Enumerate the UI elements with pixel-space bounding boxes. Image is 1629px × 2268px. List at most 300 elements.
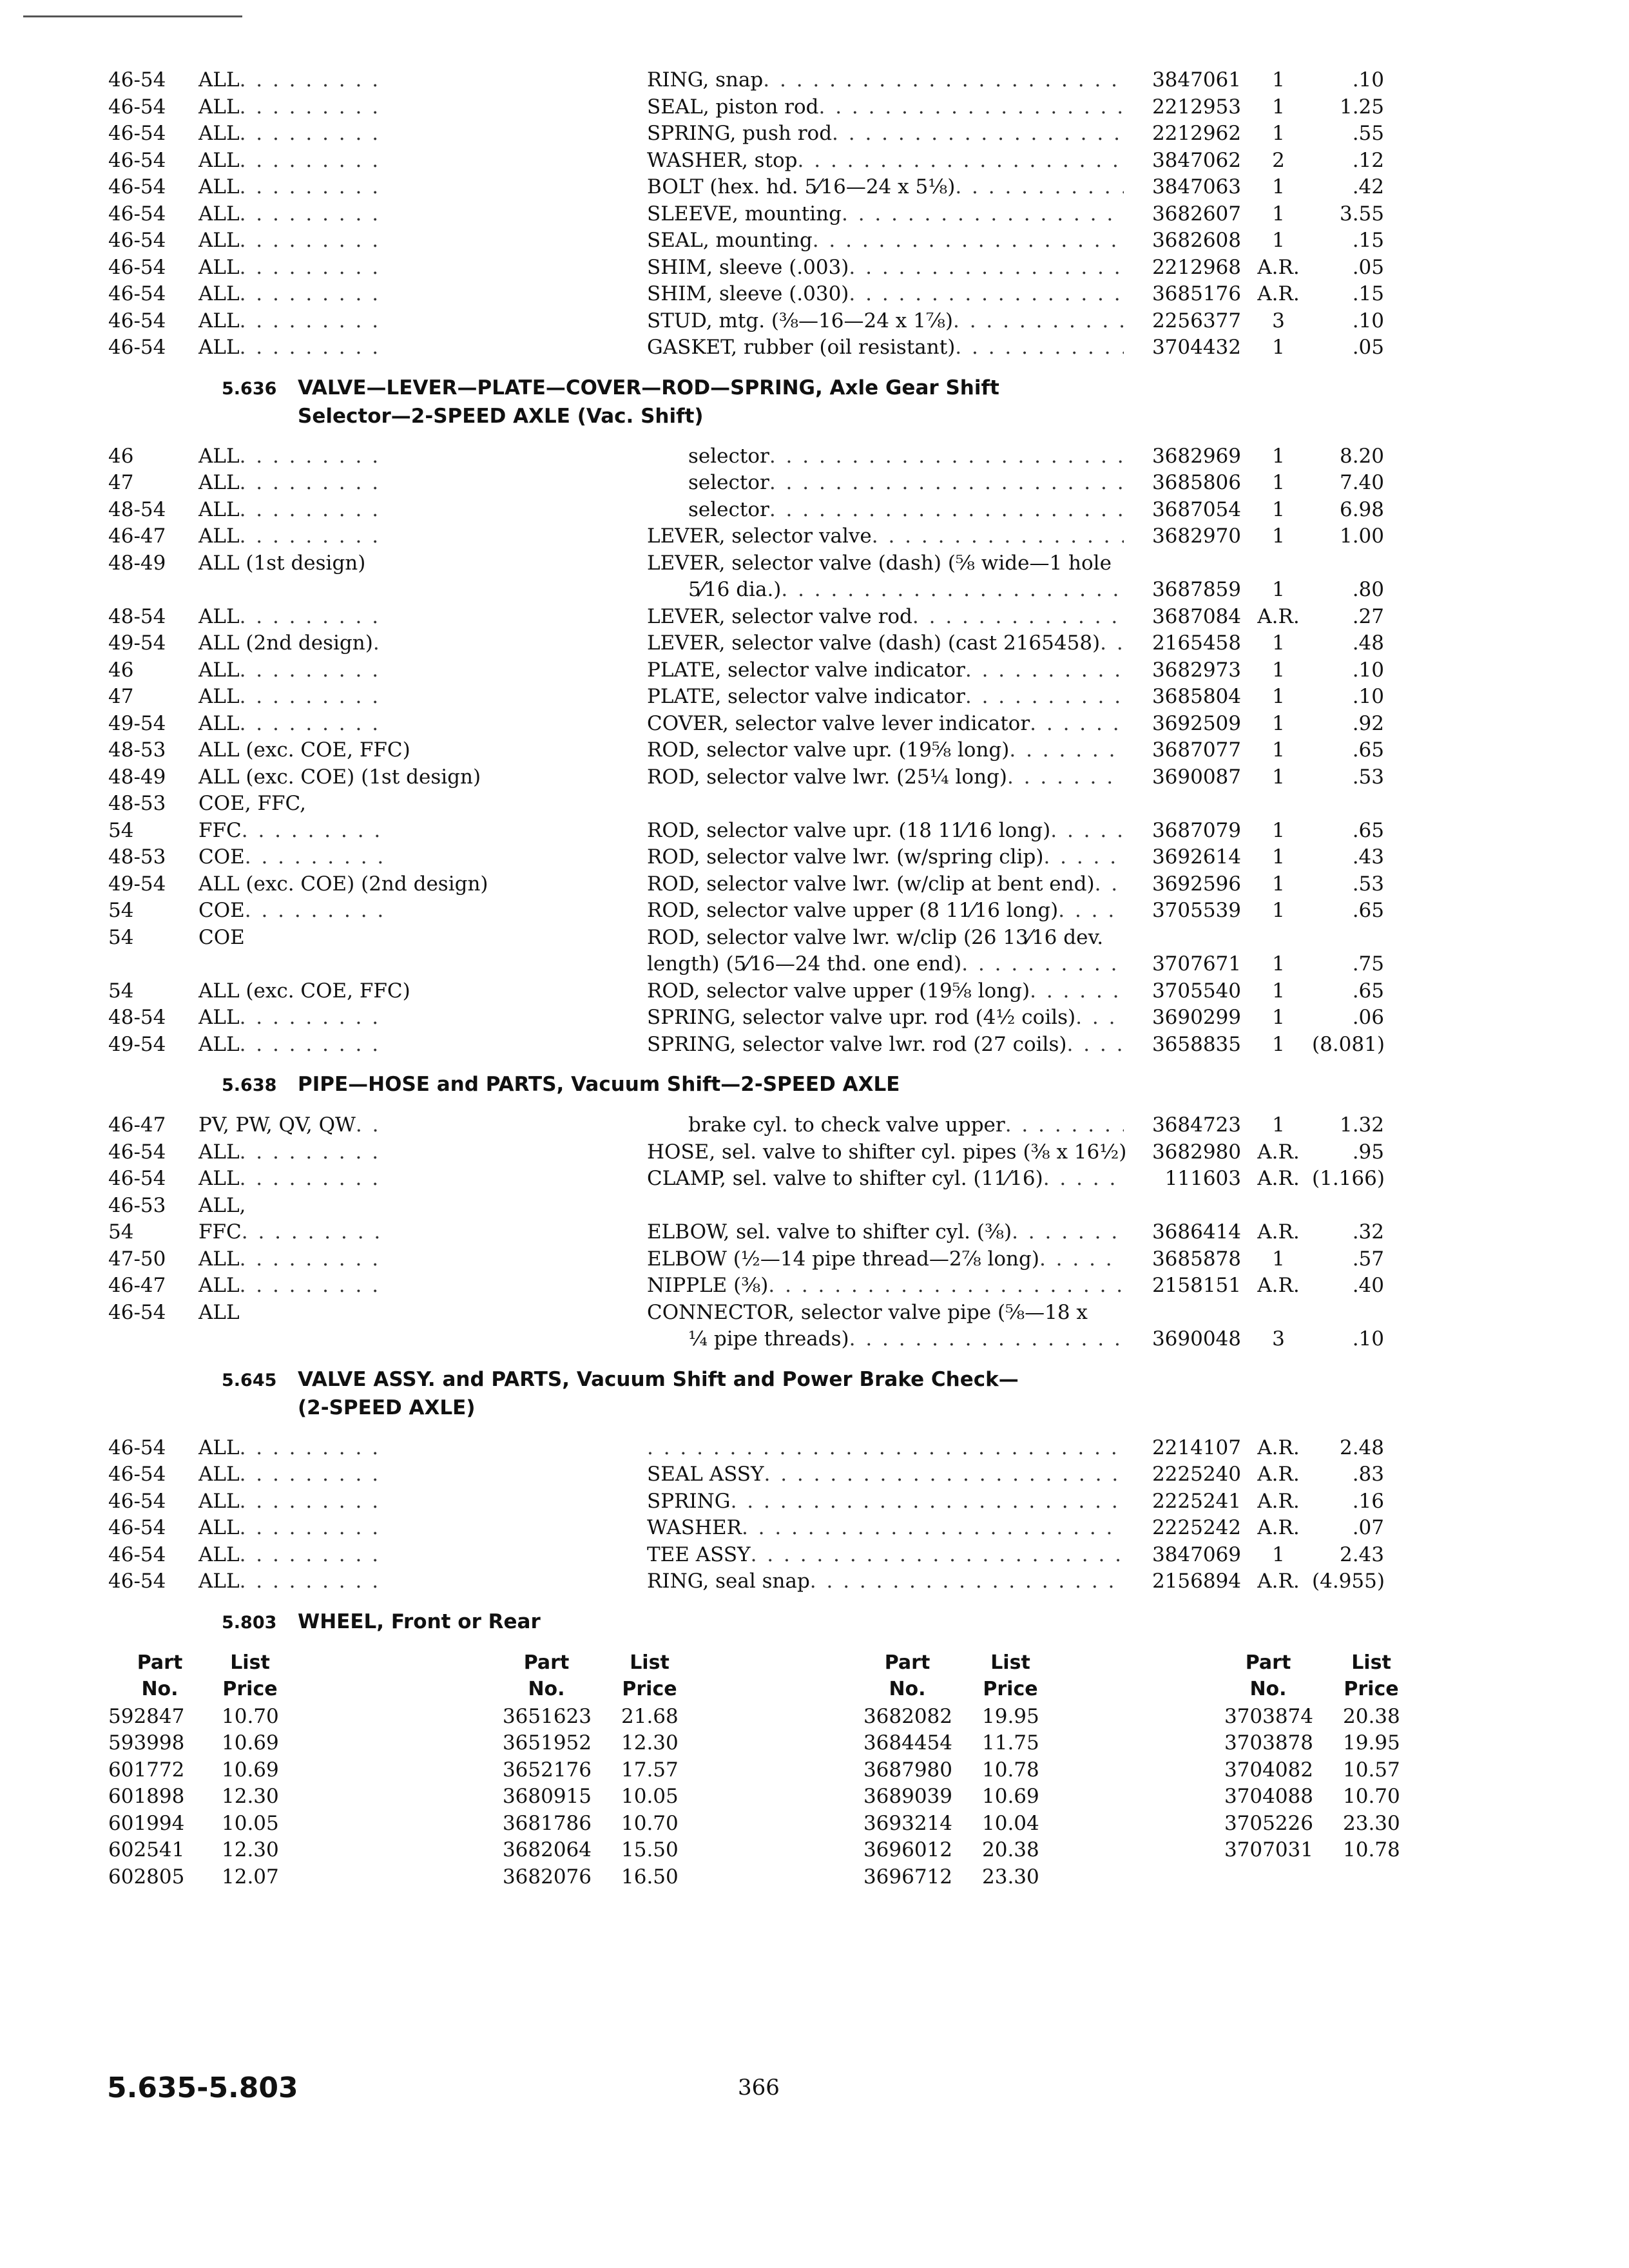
wheel-list-price: 12.30 — [621, 1731, 679, 1754]
year-range: 46 — [108, 444, 134, 468]
dot-leader — [849, 281, 1124, 308]
wheel-row — [108, 1783, 392, 1811]
quantity: 3 — [1272, 1327, 1285, 1350]
description-cell — [647, 711, 1124, 738]
model-cell-text: ALL — [198, 309, 240, 332]
dot-leader — [240, 1004, 389, 1032]
wheel-row — [108, 1730, 392, 1757]
list-price: .75 — [1352, 952, 1384, 975]
description-cell — [647, 818, 1124, 845]
wheel-list-price: 10.78 — [1343, 1838, 1400, 1861]
dot-leader — [240, 1032, 389, 1059]
description-cell — [647, 174, 1124, 201]
model-cell — [198, 1461, 389, 1488]
description-cell — [647, 1515, 1124, 1542]
dot-leader — [240, 1166, 389, 1193]
dot-leader — [240, 497, 389, 524]
dot-leader — [764, 1461, 1124, 1488]
list-price: .10 — [1352, 658, 1384, 682]
list-price: 1.00 — [1339, 524, 1384, 548]
description-cell-text: SEAL ASSY — [647, 1463, 764, 1486]
part-number: 3690048 — [1152, 1327, 1241, 1350]
price-header-line1: List — [990, 1651, 1030, 1674]
list-price: 3.55 — [1339, 202, 1384, 226]
year-range: 46-54 — [108, 1167, 166, 1190]
model-cell-text: ALL — [198, 471, 240, 494]
part-row — [108, 604, 1384, 631]
year-range: 46-54 — [108, 1300, 166, 1324]
quantity: 1 — [1272, 738, 1285, 762]
model-cell-text: ALL — [198, 229, 240, 252]
wheel-row — [469, 1730, 753, 1757]
dot-leader — [810, 1568, 1124, 1595]
wheel-row — [469, 1864, 753, 1891]
list-price: (4.955) — [1312, 1570, 1385, 1593]
quantity: 1 — [1272, 979, 1285, 1003]
description-cell-text: ROD, selector valve lwr. (w/clip at bent end) — [647, 872, 1095, 896]
dot-leader — [742, 1515, 1124, 1542]
quantity: 1 — [1272, 524, 1285, 548]
part-row — [108, 630, 1384, 657]
dot-leader — [240, 308, 389, 335]
description-cell-text: STUD, mtg. (⅜—16—24 x 1⅞) — [647, 309, 953, 332]
dot-leader — [872, 523, 1124, 550]
dot-leader — [240, 684, 389, 711]
model-cell — [198, 1488, 389, 1515]
part-row — [108, 657, 1384, 684]
part-row — [108, 1568, 1384, 1595]
part-number: 3684723 — [1152, 1113, 1241, 1137]
dot-leader — [731, 1488, 1124, 1515]
list-price: .10 — [1352, 68, 1384, 91]
dot-leader — [240, 1488, 389, 1515]
quantity: 1 — [1272, 122, 1285, 145]
model-cell-text: ALL — [198, 282, 240, 305]
wheel-part-number: 3687980 — [863, 1758, 952, 1782]
wheel-list-price: 11.75 — [982, 1731, 1039, 1754]
wheel-column — [830, 1649, 1113, 1891]
wheel-list-price: 10.69 — [982, 1785, 1039, 1808]
description-cell — [647, 201, 1124, 228]
model-cell — [198, 497, 389, 524]
year-range: 46-47 — [108, 1274, 166, 1297]
description-cell-text: SHIM, sleeve (.030) — [647, 282, 849, 305]
part-row — [108, 334, 1384, 361]
model-cell-text: ALL — [198, 122, 240, 145]
model-cell-text: ALL — [198, 1463, 240, 1486]
model-cell — [198, 281, 389, 308]
description-cell-text: ELBOW (½—14 pipe thread—2⅞ long) — [647, 1247, 1039, 1271]
model-cell — [198, 657, 389, 684]
wheel-column-header — [108, 1649, 392, 1704]
description-cell — [647, 120, 1124, 148]
part-row — [108, 255, 1384, 282]
quantity: 1 — [1272, 952, 1285, 975]
part-number: 3687054 — [1152, 497, 1241, 521]
part-header-line2: No. — [141, 1677, 178, 1700]
list-price: 6.98 — [1339, 497, 1384, 521]
model-cell-text: ALL — [198, 1436, 240, 1459]
description-cell — [647, 94, 1124, 121]
dot-leader — [1050, 818, 1124, 845]
list-price: .05 — [1352, 336, 1384, 359]
part-no-header — [495, 1649, 598, 1702]
model-cell — [198, 67, 389, 94]
parts-list-page — [108, 67, 1400, 1888]
part-number: 3692614 — [1152, 845, 1241, 869]
model-cell — [198, 308, 389, 335]
wheel-row — [108, 1704, 392, 1731]
dot-leader — [242, 1219, 389, 1246]
wheel-row — [108, 1757, 392, 1784]
model-cell — [198, 1273, 389, 1300]
section-heading-5-636 — [108, 374, 1384, 430]
wheel-part-number: 3680915 — [502, 1785, 592, 1808]
model-cell-text: ALL — [198, 658, 240, 682]
price-header-line1: List — [230, 1651, 270, 1674]
model-cell-text: ALL (exc. COE, FFC) — [198, 738, 410, 762]
model-cell-text: ALL — [198, 175, 240, 198]
wheel-part-number: 602805 — [108, 1865, 185, 1888]
part-number: 3682980 — [1152, 1140, 1241, 1164]
quantity: 1 — [1272, 765, 1285, 789]
wheel-column — [469, 1649, 753, 1891]
part-number: 111603 — [1164, 1167, 1241, 1190]
wheel-row — [830, 1704, 1113, 1731]
year-range: 46-54 — [108, 309, 166, 332]
quantity: 1 — [1272, 175, 1285, 198]
quantity: 1 — [1272, 336, 1285, 359]
year-range: 46-54 — [108, 1436, 166, 1459]
part-number: 2225242 — [1152, 1516, 1241, 1539]
wheel-row — [108, 1864, 392, 1891]
description-cell-text: 5⁄16 dia.) — [688, 578, 782, 601]
model-cell — [198, 1568, 389, 1595]
wheel-list-price: 16.50 — [621, 1865, 679, 1888]
list-price: .40 — [1352, 1274, 1384, 1297]
quantity: 1 — [1272, 685, 1285, 708]
model-cell-text: ALL — [198, 1300, 240, 1324]
model-cell — [198, 791, 389, 818]
model-cell-text: ALL — [198, 711, 240, 735]
list-price-header — [211, 1649, 289, 1702]
list-price: .10 — [1352, 1327, 1384, 1350]
description-cell — [647, 577, 1124, 604]
wheel-part-number: 3693214 — [863, 1811, 952, 1835]
year-range: 46-54 — [108, 1516, 166, 1539]
year-range: 46-54 — [108, 122, 166, 145]
description-cell — [647, 281, 1124, 308]
model-cell — [198, 1112, 389, 1139]
wheel-list-price: 12.30 — [222, 1785, 279, 1808]
dot-leader — [953, 308, 1124, 335]
part-number: 3685176 — [1152, 282, 1241, 305]
dot-leader — [818, 94, 1124, 121]
list-price: 2.43 — [1339, 1542, 1384, 1566]
list-price: .10 — [1352, 685, 1384, 708]
model-cell — [198, 1515, 389, 1542]
description-cell — [647, 1273, 1124, 1300]
description-cell — [647, 1568, 1124, 1595]
model-cell — [198, 174, 389, 201]
wheel-part-number: 3703878 — [1224, 1731, 1313, 1754]
dot-leader — [1075, 1004, 1124, 1032]
wheel-row — [830, 1757, 1113, 1784]
description-cell — [647, 523, 1124, 550]
part-row — [108, 281, 1384, 308]
wheel-row — [1191, 1730, 1474, 1757]
model-cell-text: FFC — [198, 1220, 242, 1244]
model-cell — [198, 148, 389, 175]
dot-leader — [240, 120, 389, 148]
model-cell-text: ALL — [198, 1140, 240, 1164]
model-cell-text: PV, PW, QV, QW — [198, 1113, 356, 1137]
part-row — [108, 1542, 1384, 1569]
wheel-list-price: 19.95 — [982, 1704, 1039, 1728]
year-range: 46-54 — [108, 1542, 166, 1566]
wheel-row — [469, 1837, 753, 1864]
year-range: 46-54 — [108, 1489, 166, 1513]
wheel-part-number: 3682082 — [863, 1704, 952, 1728]
description-cell — [647, 604, 1124, 631]
part-number: 3847062 — [1152, 148, 1241, 172]
model-cell — [198, 1139, 389, 1166]
part-number: 3685878 — [1152, 1247, 1241, 1271]
description-cell — [647, 1326, 1124, 1353]
description-cell — [647, 1032, 1124, 1059]
model-cell-text: ALL — [198, 1489, 240, 1513]
model-cell-text: ALL — [198, 1542, 240, 1566]
list-price: .65 — [1352, 738, 1384, 762]
wheel-column-header — [830, 1649, 1113, 1704]
model-cell-text: ALL — [198, 685, 240, 708]
quantity: 1 — [1272, 1542, 1285, 1566]
description-cell-text: selector — [688, 497, 769, 521]
model-cell — [198, 227, 389, 255]
quantity: 1 — [1272, 1032, 1285, 1056]
wheel-row — [830, 1811, 1113, 1838]
year-range: 54 — [108, 925, 134, 949]
model-cell-text: ALL — [198, 1274, 240, 1297]
list-price: .92 — [1352, 711, 1384, 735]
part-header-line1: Part — [523, 1651, 570, 1674]
year-range: 46-54 — [108, 1570, 166, 1593]
part-row — [108, 737, 1384, 764]
wheel-row — [469, 1811, 753, 1838]
quantity: 1 — [1272, 1006, 1285, 1029]
part-row — [108, 1461, 1384, 1488]
section-number: 5.645 — [222, 1370, 277, 1390]
part-number: 3847069 — [1152, 1542, 1241, 1566]
description-cell — [647, 657, 1124, 684]
parts-section-5-638 — [108, 1112, 1384, 1353]
list-price: .27 — [1352, 604, 1384, 628]
dot-leader — [240, 523, 389, 550]
quantity: 1 — [1272, 631, 1285, 655]
wheel-part-number: 3689039 — [863, 1785, 952, 1808]
wheel-part-number: 601772 — [108, 1758, 185, 1782]
part-number: 3847063 — [1152, 175, 1241, 198]
quantity: A.R. — [1257, 255, 1300, 279]
part-row — [108, 1246, 1384, 1273]
list-price: .65 — [1352, 979, 1384, 1003]
parts-section-5-636 — [108, 443, 1384, 1059]
quantity: 1 — [1272, 229, 1285, 252]
dot-leader — [240, 1435, 389, 1462]
part-row — [108, 1166, 1384, 1193]
description-cell — [647, 951, 1124, 978]
part-header-line1: Part — [137, 1651, 183, 1674]
part-row — [108, 1300, 1384, 1327]
part-number: 2212962 — [1152, 122, 1241, 145]
wheel-row — [830, 1730, 1113, 1757]
dot-leader — [813, 227, 1124, 255]
description-cell — [647, 1004, 1124, 1032]
wheel-row — [1191, 1837, 1474, 1864]
part-header-line1: Part — [1245, 1651, 1291, 1674]
description-cell-text: RING, snap — [647, 68, 764, 91]
part-number: 3690299 — [1152, 1006, 1241, 1029]
wheel-price-table — [108, 1649, 1400, 1888]
quantity: A.R. — [1257, 1167, 1300, 1190]
description-cell — [647, 1166, 1124, 1193]
dot-leader — [955, 174, 1124, 201]
model-cell — [198, 1004, 389, 1032]
description-cell-text: SPRING, selector valve upr. rod (4½ coils) — [647, 1006, 1076, 1029]
description-cell-text: LEVER, selector valve (dash) (cast 2165458) — [647, 631, 1101, 655]
model-cell-text: ALL — [198, 68, 240, 91]
dot-leader — [769, 497, 1124, 524]
year-range: 48-49 — [108, 551, 166, 575]
description-cell-text: NIPPLE (⅜) — [647, 1274, 769, 1297]
dot-leader — [240, 1139, 389, 1166]
model-cell — [198, 737, 410, 764]
dot-leader — [849, 255, 1124, 282]
description-cell-text: HOSE, sel. valve to shifter cyl. pipes (⅜ x 16½) — [647, 1140, 1127, 1164]
quantity: 2 — [1272, 148, 1285, 172]
part-number: 2225240 — [1152, 1463, 1241, 1486]
part-row — [108, 497, 1384, 524]
year-range: 46-54 — [108, 202, 166, 226]
parts-section-continued — [108, 67, 1384, 361]
wheel-list-price: 10.05 — [621, 1785, 679, 1808]
part-row — [108, 201, 1384, 228]
dot-leader — [768, 1273, 1124, 1300]
model-cell-text: ALL — [198, 202, 240, 226]
list-price: 8.20 — [1339, 444, 1384, 468]
dot-leader — [1043, 844, 1124, 871]
wheel-part-number: 602541 — [108, 1838, 185, 1861]
wheel-list-price: 10.78 — [982, 1758, 1039, 1782]
price-header-line1: List — [1351, 1651, 1391, 1674]
model-cell — [198, 1542, 389, 1569]
year-range: 46-54 — [108, 282, 166, 305]
section-title: VALVE ASSY. and PARTS, Vacuum Shift and Power Brake Check— — [298, 1367, 1019, 1391]
part-number: 3682607 — [1152, 202, 1241, 226]
list-price: (8.081) — [1312, 1032, 1385, 1056]
list-price: 7.40 — [1339, 471, 1384, 494]
dot-leader — [245, 844, 389, 871]
description-cell-text: ROD, selector valve upper (8 11⁄16 long) — [647, 899, 1059, 922]
wheel-column-header — [469, 1649, 753, 1704]
dot-leader — [1095, 871, 1124, 898]
list-price: .42 — [1352, 175, 1384, 198]
part-number: 2158151 — [1152, 1274, 1241, 1297]
description-cell-text: GASKET, rubber (oil resistant) — [647, 336, 956, 359]
dot-leader — [240, 711, 389, 738]
list-price: 1.32 — [1339, 1113, 1384, 1137]
part-number: 3705540 — [1152, 979, 1241, 1003]
part-number: 2214107 — [1152, 1436, 1241, 1459]
dot-leader — [965, 684, 1124, 711]
wheel-part-number: 593998 — [108, 1731, 185, 1754]
description-cell-text: ROD, selector valve lwr. (w/spring clip) — [647, 845, 1044, 869]
dot-leader — [242, 818, 389, 845]
model-cell — [198, 550, 389, 577]
wheel-part-number: 3707031 — [1224, 1838, 1313, 1861]
year-range: 46-54 — [108, 68, 166, 91]
list-price: .16 — [1352, 1489, 1384, 1513]
model-cell-text: COE, FFC, — [198, 792, 306, 815]
part-row — [108, 577, 1384, 604]
model-cell — [198, 1435, 389, 1462]
part-number: 2212953 — [1152, 95, 1241, 119]
description-cell — [647, 1542, 1124, 1569]
part-row — [108, 1193, 1384, 1220]
model-cell-text: ALL — [198, 148, 240, 172]
quantity: 1 — [1272, 444, 1285, 468]
part-number: 3682973 — [1152, 658, 1241, 682]
list-price: .10 — [1352, 309, 1384, 332]
list-price-header — [972, 1649, 1049, 1702]
list-price: .06 — [1352, 1006, 1384, 1029]
model-cell-text: ALL — [198, 1516, 240, 1539]
part-row — [108, 1515, 1384, 1542]
part-header-line2: No. — [528, 1677, 565, 1700]
wheel-part-number: 3682064 — [502, 1838, 592, 1861]
part-row — [108, 1488, 1384, 1515]
year-range: 48-54 — [108, 497, 166, 521]
year-range: 48-54 — [108, 604, 166, 628]
part-number: 3685804 — [1152, 685, 1241, 708]
dot-leader — [1030, 711, 1124, 738]
list-price: .53 — [1352, 872, 1384, 896]
quantity: 1 — [1272, 845, 1285, 869]
price-header-line2: Price — [622, 1677, 677, 1700]
part-row — [108, 898, 1384, 925]
description-cell-text: PLATE, selector valve indicator — [647, 658, 965, 682]
year-range: 46-54 — [108, 148, 166, 172]
dot-leader — [1012, 1219, 1124, 1246]
quantity: 1 — [1272, 872, 1285, 896]
wheel-part-number: 3696712 — [863, 1865, 952, 1888]
quantity: 1 — [1272, 578, 1285, 601]
quantity: 1 — [1272, 711, 1285, 735]
description-cell-text: ¼ pipe threads) — [688, 1327, 849, 1350]
part-number: 2212968 — [1152, 255, 1241, 279]
wheel-part-number: 3652176 — [502, 1758, 592, 1782]
description-cell-text: LEVER, selector valve — [647, 524, 872, 548]
list-price: .95 — [1352, 1140, 1384, 1164]
model-cell — [198, 630, 389, 657]
quantity: 3 — [1272, 309, 1285, 332]
model-cell-text: ALL (2nd design) — [198, 631, 373, 655]
part-row — [108, 470, 1384, 497]
description-cell — [647, 227, 1124, 255]
list-price: .48 — [1352, 631, 1384, 655]
dot-leader — [1030, 978, 1124, 1005]
model-cell-text: COE — [198, 899, 245, 922]
